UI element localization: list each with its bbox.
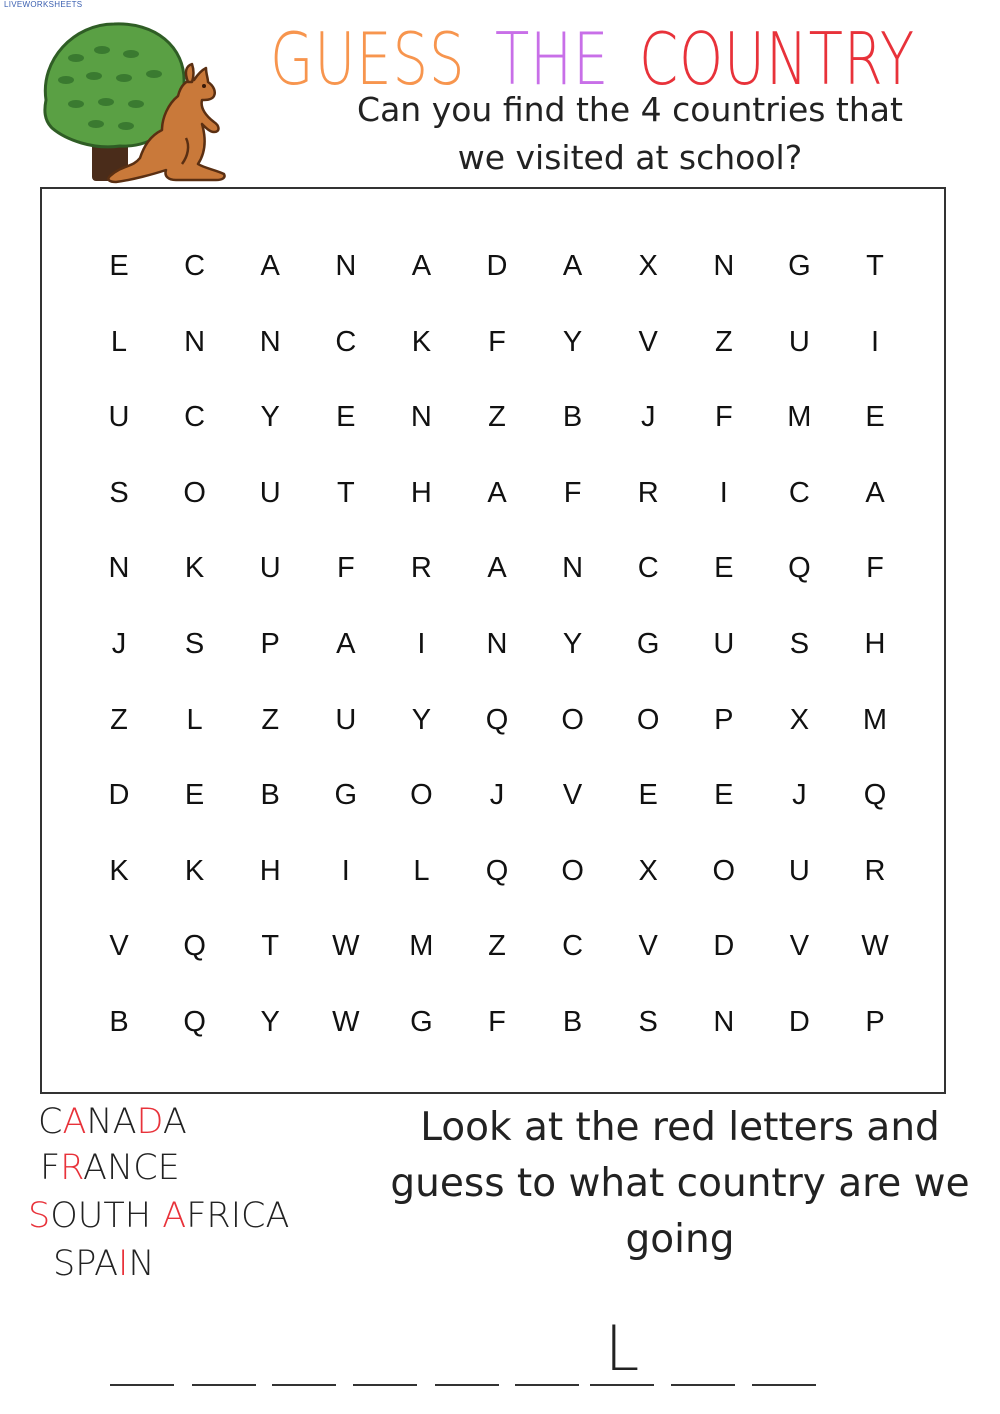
grid-letter[interactable]: Q [788, 552, 811, 585]
grid-letter[interactable]: R [864, 854, 886, 887]
grid-letter[interactable]: O [561, 854, 584, 887]
instructions-line-1: Look at the red letters and [420, 1105, 940, 1150]
grid-letter[interactable]: N [259, 325, 281, 358]
grid-letter[interactable]: S [184, 628, 205, 660]
grid-letter[interactable]: U [335, 703, 357, 736]
grid-letter[interactable]: M [787, 401, 812, 434]
grid-letter[interactable]: V [109, 930, 129, 963]
grid-letter[interactable]: N [335, 250, 357, 282]
grid-letter[interactable]: Z [488, 401, 506, 434]
grid-letter[interactable]: R [637, 476, 659, 509]
title-word-the: THE [494, 17, 610, 101]
grid-letter[interactable]: Q [183, 930, 206, 963]
grid-letter[interactable]: D [713, 930, 735, 963]
grid-letter[interactable]: X [638, 854, 658, 887]
grid-letter[interactable]: O [410, 779, 433, 812]
title-word-guess: GUESS [270, 17, 466, 101]
grid-letter[interactable]: V [638, 930, 658, 963]
grid-letter[interactable]: E [336, 401, 356, 434]
grid-letter[interactable]: I [719, 476, 728, 509]
grid-letter[interactable]: Z [488, 930, 506, 963]
instructions-line-2: guess to what country are we [390, 1161, 970, 1206]
grid-letter[interactable]: B [562, 401, 583, 434]
grid-letter[interactable]: N [562, 552, 584, 585]
answer-blank[interactable] [192, 1310, 256, 1386]
grid-letter[interactable]: C [184, 250, 206, 282]
answer-blank[interactable] [671, 1310, 735, 1386]
grid-letter[interactable]: O [636, 703, 660, 736]
grid-letter[interactable]: U [108, 401, 130, 434]
word-list [0, 1100, 330, 1290]
grid-letter[interactable]: X [638, 250, 658, 282]
word-list-item: SOUTH AFRICA [28, 1196, 290, 1236]
grid-letter[interactable]: Z [110, 703, 128, 736]
grid-letter[interactable]: F [563, 476, 582, 509]
grid-letter[interactable]: L [186, 703, 203, 736]
word-list-item: FRANCE [40, 1148, 180, 1188]
grid-letter[interactable]: G [636, 628, 660, 660]
grid-letter[interactable]: W [332, 1006, 360, 1038]
grid-letter[interactable]: H [259, 854, 281, 887]
grid-letter[interactable]: Y [411, 703, 432, 736]
grid-letter[interactable]: U [788, 854, 810, 887]
grid-letter[interactable]: R [410, 552, 432, 585]
grid-letter[interactable]: V [638, 325, 658, 358]
grid-letter[interactable]: Q [183, 1006, 206, 1038]
grid-letter[interactable]: P [865, 1006, 885, 1038]
grid-letter[interactable]: Q [485, 854, 509, 887]
grid-letter[interactable]: P [260, 628, 280, 660]
grid-letter[interactable]: Z [714, 325, 733, 358]
grid-letter[interactable]: T [336, 476, 355, 509]
grid-letter[interactable]: K [109, 854, 129, 887]
grid-letter[interactable]: J [640, 401, 656, 434]
grid-letter[interactable]: B [260, 779, 280, 812]
subtitle-line-1: Can you find the 4 countries that [357, 90, 903, 129]
subtitle [330, 86, 930, 182]
grid-letter[interactable]: G [410, 1006, 433, 1038]
grid-letter[interactable]: E [638, 779, 658, 812]
grid-letter[interactable]: O [183, 476, 206, 509]
grid-letter[interactable]: F [488, 325, 506, 358]
grid-letter[interactable]: F [866, 552, 884, 585]
grid-letter[interactable]: I [417, 628, 426, 660]
grid-letter[interactable]: Z [261, 703, 280, 736]
grid-letter[interactable]: U [788, 325, 810, 358]
grid-letter[interactable]: A [336, 628, 356, 660]
grid-letter[interactable]: D [486, 250, 508, 282]
grid-letter[interactable]: S [638, 1006, 658, 1038]
grid-letter[interactable]: I [870, 325, 880, 358]
grid-letter[interactable]: N [713, 250, 735, 282]
grid-letter[interactable]: C [637, 552, 659, 585]
grid-letter[interactable]: M [409, 930, 434, 963]
grid-letter[interactable]: D [788, 1006, 810, 1038]
grid-letter[interactable]: A [487, 476, 507, 509]
tree-kangaroo-illustration [36, 18, 236, 188]
grid-letter[interactable]: G [334, 779, 358, 812]
grid-letter[interactable]: G [788, 250, 811, 282]
grid-letter[interactable]: K [184, 552, 205, 585]
grid-letter[interactable]: J [792, 779, 807, 812]
answer-blank[interactable] [353, 1310, 417, 1386]
grid-letter[interactable]: A [865, 476, 885, 509]
grid-letter[interactable]: O [712, 854, 736, 887]
answer-blank[interactable] [272, 1310, 336, 1386]
grid-letter[interactable]: M [862, 703, 888, 736]
grid-letter[interactable]: C [562, 930, 584, 963]
grid-letter[interactable]: N [410, 401, 432, 434]
grid-letter[interactable]: N [108, 552, 130, 585]
grid-letter[interactable]: D [108, 779, 130, 812]
answer-blank[interactable] [590, 1310, 654, 1386]
grid-letter[interactable]: X [789, 703, 810, 736]
grid-letter[interactable]: E [714, 779, 734, 812]
grid-letter[interactable]: W [332, 930, 360, 963]
grid-letter[interactable]: C [335, 325, 357, 358]
grid-letter[interactable]: U [259, 552, 281, 585]
grid-letter[interactable]: Y [260, 401, 280, 434]
grid-letter[interactable]: F [714, 401, 733, 434]
grid-letter[interactable]: J [489, 779, 505, 812]
word-list-item: CANADA [38, 1102, 187, 1142]
answer-blank[interactable] [110, 1310, 174, 1386]
grid-letter[interactable]: B [562, 1006, 583, 1038]
answer-blank[interactable] [752, 1310, 816, 1386]
grid-letter[interactable]: E [714, 552, 734, 585]
grid-letter[interactable]: O [561, 703, 584, 736]
instructions-line-3: going [625, 1217, 735, 1262]
grid-letter[interactable]: A [562, 250, 583, 282]
grid-letter[interactable]: N [486, 628, 508, 660]
subtitle-line-2: we visited at school? [457, 138, 803, 177]
answer-blank[interactable] [515, 1310, 579, 1386]
grid-letter[interactable]: V [562, 779, 583, 812]
grid-letter[interactable]: U [713, 628, 735, 660]
grid-letter[interactable]: C [184, 401, 206, 434]
grid-letter[interactable]: T [866, 250, 884, 282]
grid-letter[interactable]: Y [562, 325, 583, 358]
brand-watermark: LIVEWORKSHEETS [4, 0, 83, 9]
grid-letter[interactable]: N [184, 325, 206, 358]
answer-blanks [0, 1310, 1000, 1400]
grid-letter[interactable]: A [411, 250, 432, 282]
word-search-box [40, 187, 946, 1094]
grid-letter[interactable]: F [336, 552, 355, 585]
grid-letter[interactable]: V [789, 930, 810, 963]
grid-letter[interactable]: A [260, 250, 280, 282]
grid-letter[interactable]: E [109, 250, 129, 282]
grid-letter[interactable]: Q [863, 779, 887, 812]
grid-letter[interactable]: K [411, 325, 432, 358]
grid-letter[interactable]: T [261, 930, 280, 963]
answer-letter: L [604, 1312, 640, 1385]
grid-letter[interactable]: Y [260, 1006, 280, 1038]
grid-letter[interactable]: E [184, 779, 205, 812]
grid-letter[interactable]: B [109, 1006, 129, 1038]
grid-letter[interactable]: E [865, 401, 885, 434]
title-word-country: COUNTRY [638, 17, 915, 101]
answer-blank[interactable] [435, 1310, 499, 1386]
grid-letter[interactable]: C [788, 476, 810, 509]
grid-letter[interactable]: L [413, 854, 430, 887]
word-list-item: SPAIN [53, 1244, 155, 1284]
grid-letter[interactable]: A [487, 552, 507, 585]
grid-letter[interactable]: L [110, 325, 128, 358]
grid-letter[interactable]: U [259, 476, 281, 509]
grid-letter[interactable]: Y [562, 628, 583, 660]
grid-letter[interactable]: N [713, 1006, 735, 1038]
grid-letter[interactable]: K [184, 854, 205, 887]
grid-letter[interactable]: P [714, 703, 734, 736]
grid-letter[interactable]: S [789, 628, 810, 660]
grid-letter[interactable]: H [864, 628, 886, 660]
grid-letter[interactable]: I [341, 854, 350, 887]
grid-letter[interactable]: Q [485, 703, 509, 736]
grid-letter[interactable]: J [111, 628, 127, 660]
grid-letter[interactable]: F [488, 1006, 506, 1038]
grid-letter[interactable]: S [109, 476, 129, 509]
grid-letter[interactable]: W [861, 930, 889, 963]
instructions [380, 1100, 980, 1268]
grid-letter[interactable]: H [410, 476, 432, 509]
